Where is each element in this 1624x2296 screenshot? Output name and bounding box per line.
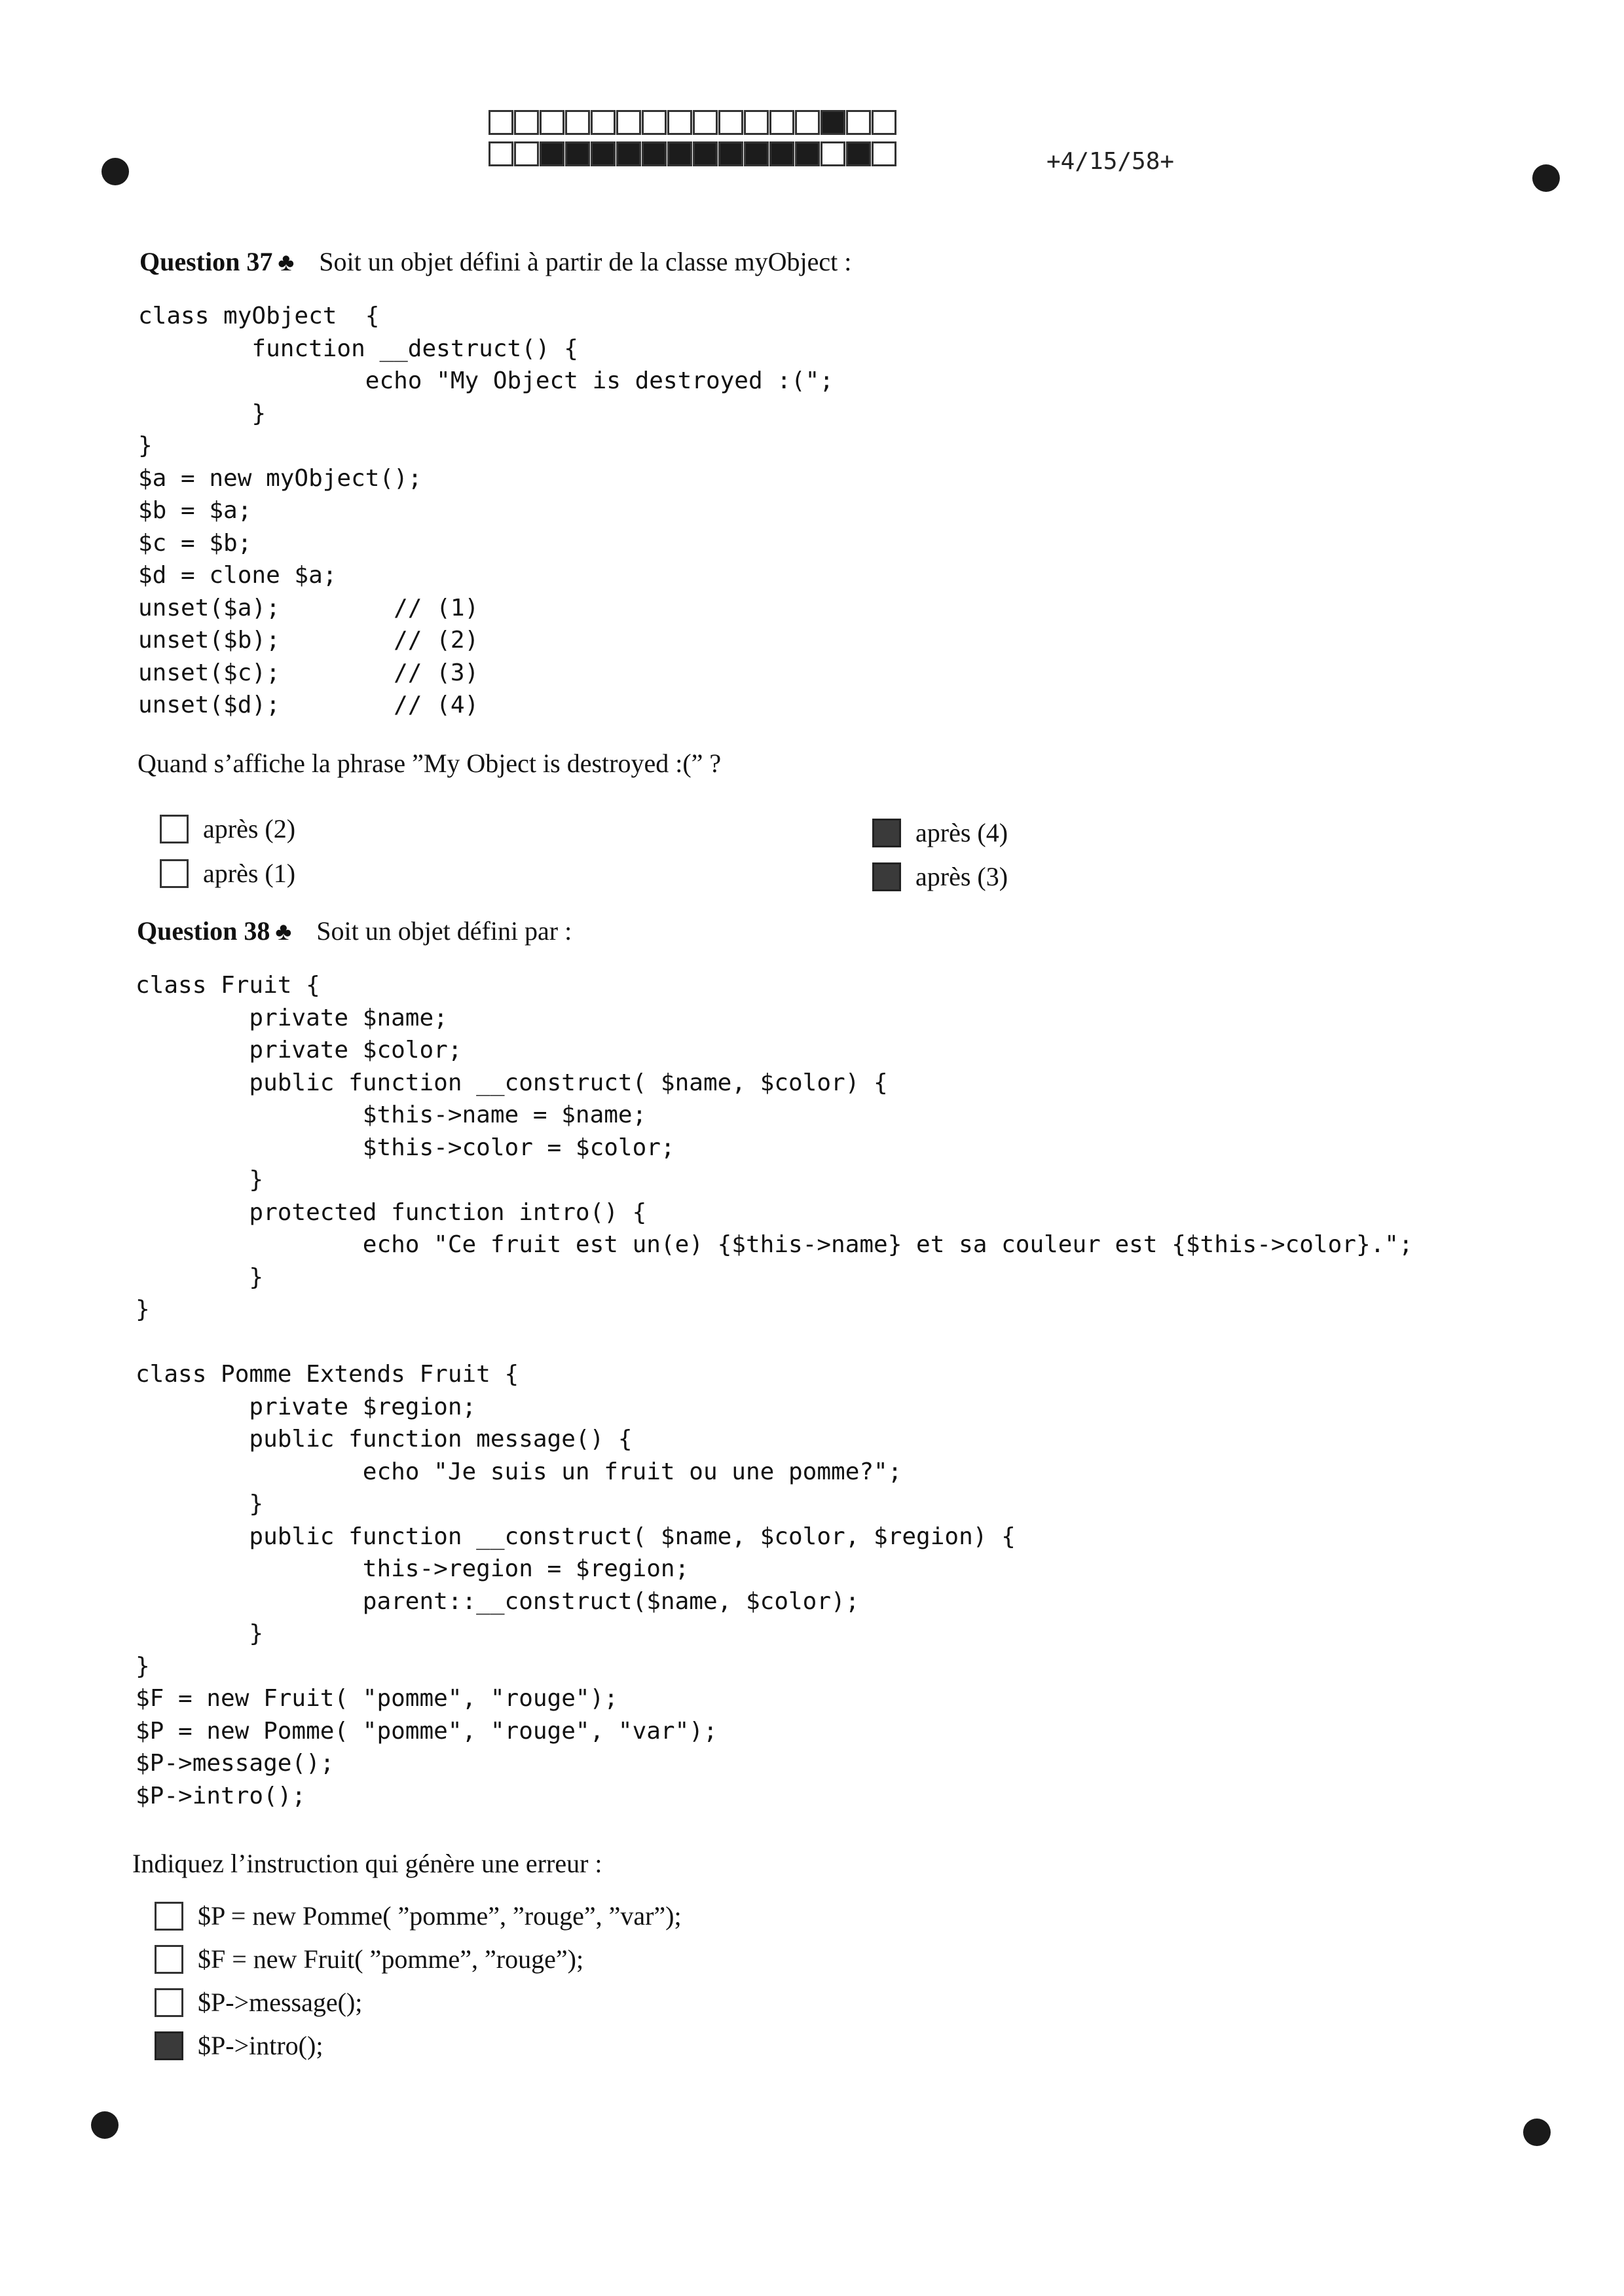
- grid-cell: [667, 141, 692, 166]
- choice-label: $P = new Pomme( ”pomme”, ”rouge”, ”var”);: [198, 1901, 682, 1931]
- grid-cell: [514, 141, 539, 166]
- grid-cell: [795, 141, 820, 166]
- grid-cell: [769, 110, 794, 135]
- question-37-header: [139, 246, 851, 277]
- grid-cell: [514, 110, 539, 135]
- grid-cell: [744, 141, 769, 166]
- club-icon: ♣: [275, 918, 292, 946]
- checkbox[interactable]: [872, 819, 901, 847]
- checkbox[interactable]: [155, 1902, 183, 1931]
- id-code-grid-row-2: [489, 141, 897, 166]
- q37-choice-3[interactable]: [872, 817, 1008, 848]
- grid-cell: [642, 141, 667, 166]
- grid-cell: [489, 141, 513, 166]
- q37-code-block: class myObject { function __destruct() { echo "My Object is destroyed :("; } } $a = new myObject(); $b = $a; $c = $b; $d = clone $a; unset($a); // (1) unset($b); // (2) unset($c); // (3) unset($d); // (4): [138, 303, 834, 718]
- grid-cell: [872, 110, 896, 135]
- q37-choice-1[interactable]: [160, 813, 295, 844]
- q37-choice-4[interactable]: [872, 861, 1008, 892]
- grid-cell: [821, 141, 845, 166]
- registration-mark-bottom-left: [91, 2111, 119, 2139]
- checkbox[interactable]: [160, 815, 189, 843]
- grid-cell: [565, 141, 590, 166]
- grid-cell: [718, 141, 743, 166]
- grid-cell: [769, 141, 794, 166]
- grid-cell: [846, 141, 871, 166]
- club-icon: ♣: [278, 249, 295, 276]
- choice-label: après (1): [203, 859, 296, 888]
- q38-prompt: Indiquez l’instruction qui génère une erreur :: [132, 1849, 602, 1878]
- grid-cell: [667, 110, 692, 135]
- registration-mark-top-left: [101, 158, 129, 185]
- grid-cell: [642, 110, 667, 135]
- q37-choice-2[interactable]: [160, 858, 295, 889]
- q37-prompt: Quand s’affiche la phrase ”My Object is destroyed :(” ?: [138, 749, 722, 778]
- choice-label: après (2): [203, 814, 296, 843]
- choice-label: $P->message();: [198, 1988, 363, 2017]
- registration-mark-bottom-right: [1523, 2119, 1551, 2146]
- grid-cell: [693, 141, 718, 166]
- q38-choice-3[interactable]: [155, 1987, 362, 2018]
- grid-cell: [693, 110, 718, 135]
- q38-code-block: class Fruit { private $name; private $color; public function __construct( $name, $color) { $this->name = $name; $this->color = $color; } protected function intro() { echo "Ce fruit est un(e) {$this->name} et sa couleur est {$this->color}."; } } class Pomme Extends Fruit { private $region; public function message() { echo "Je suis un fruit ou une pomme?"; } public function __construct( $name, $color, $region) { this->region = $region; parent::__construct($name, $color); } } $F = new Fruit( "pomme", "rouge"); $P = new Pomme( "pomme", "rouge", "var"); $P->message(); $P->intro();: [136, 972, 1413, 1809]
- q38-choice-1[interactable]: [155, 1900, 682, 1931]
- grid-cell: [540, 141, 564, 166]
- grid-cell: [565, 110, 590, 135]
- grid-cell: [872, 141, 896, 166]
- id-code-grid-row-1: [489, 110, 897, 135]
- grid-cell: [795, 110, 820, 135]
- question-number: Question 37: [139, 247, 273, 276]
- grid-cell: [489, 110, 513, 135]
- registration-mark-top-right: [1532, 164, 1560, 192]
- checkbox[interactable]: [155, 1945, 183, 1974]
- grid-cell: [540, 110, 564, 135]
- grid-cell: [744, 110, 769, 135]
- checkbox[interactable]: [155, 1988, 183, 2017]
- checkbox[interactable]: [872, 862, 901, 891]
- grid-cell: [591, 110, 616, 135]
- checkbox[interactable]: [160, 859, 189, 888]
- question-intro: Soit un objet défini par :: [316, 916, 572, 946]
- choice-label: $F = new Fruit( ”pomme”, ”rouge”);: [198, 1944, 584, 1974]
- sheet-id: +4/15/58+: [1046, 148, 1175, 175]
- question-intro: Soit un objet défini à partir de la classe myObject :: [319, 247, 852, 276]
- question-number: Question 38: [137, 916, 270, 946]
- question-38-header: [137, 916, 572, 946]
- q38-choice-2[interactable]: [155, 1944, 583, 1974]
- q38-choice-4[interactable]: [155, 2030, 323, 2061]
- choice-label: $P->intro();: [198, 2031, 323, 2060]
- grid-cell: [846, 110, 871, 135]
- grid-cell: [616, 110, 641, 135]
- grid-cell: [821, 110, 845, 135]
- checkbox[interactable]: [155, 2031, 183, 2060]
- choice-label: après (4): [915, 818, 1008, 847]
- grid-cell: [591, 141, 616, 166]
- grid-cell: [718, 110, 743, 135]
- choice-label: après (3): [915, 862, 1008, 891]
- grid-cell: [616, 141, 641, 166]
